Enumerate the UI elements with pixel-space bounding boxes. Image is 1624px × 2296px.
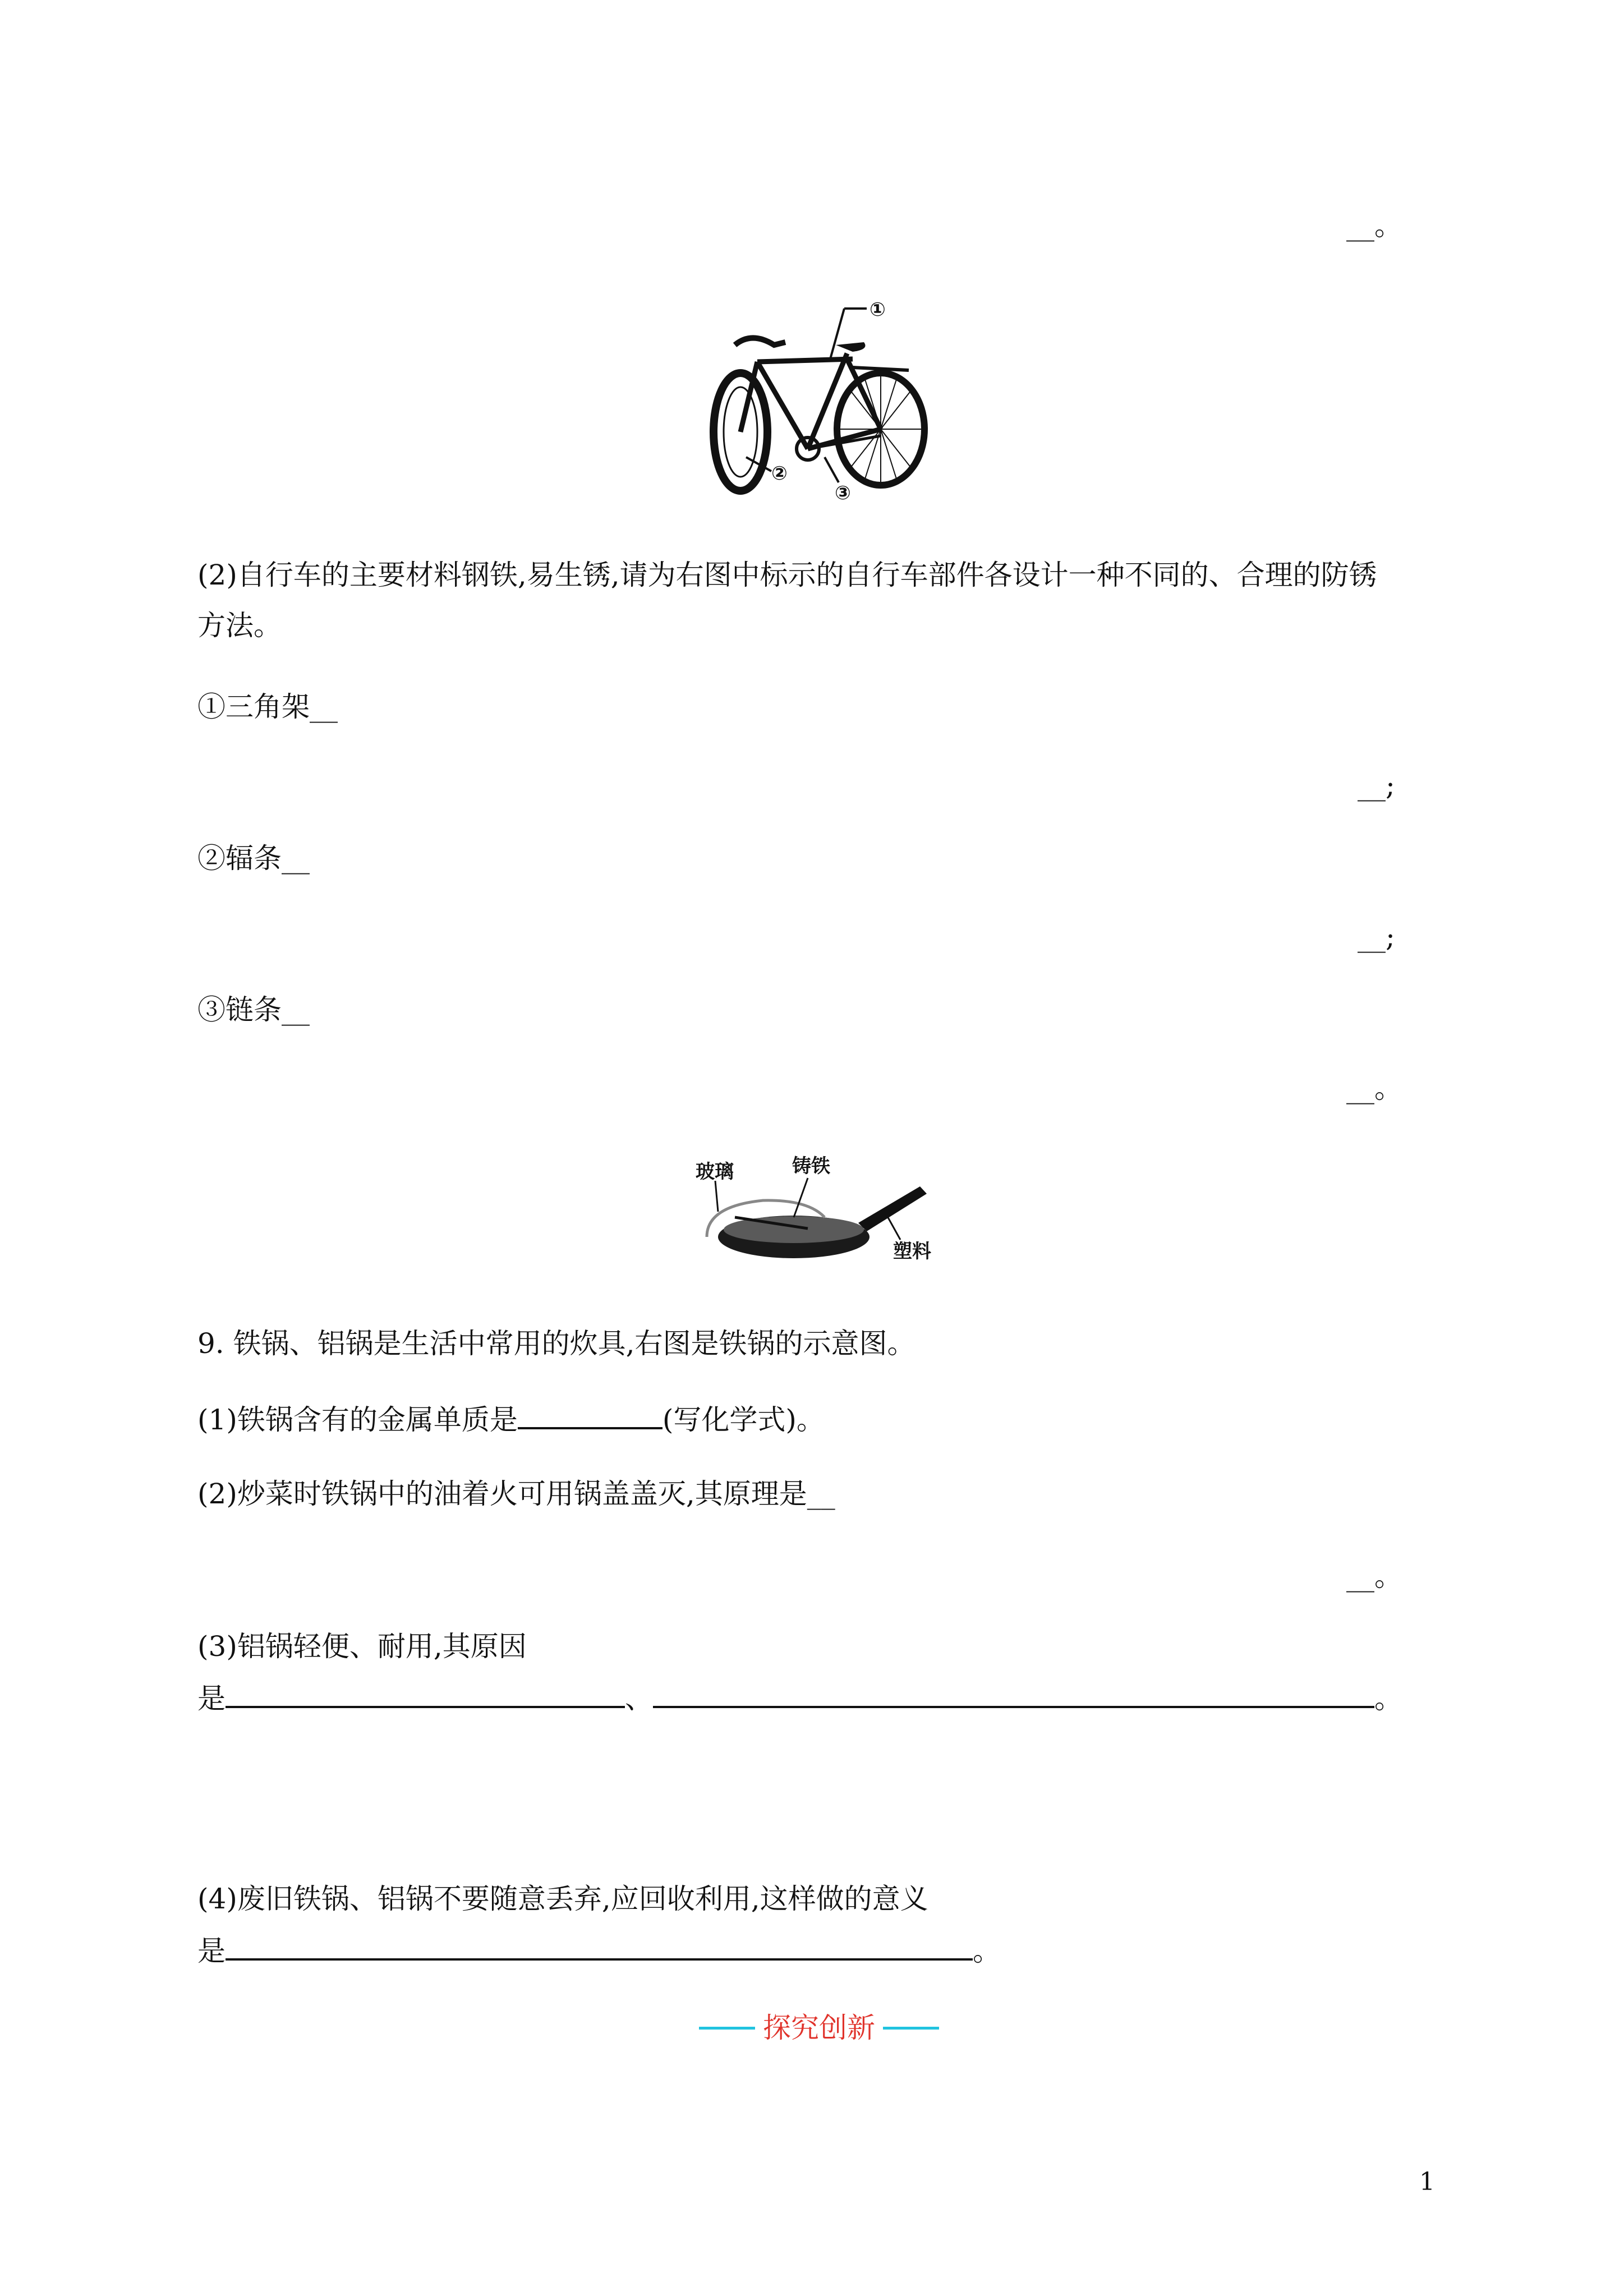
answer-blank[interactable]: [653, 1680, 1374, 1708]
item-triangle-frame: ①三角架__: [197, 691, 338, 723]
item-chain: ③链条__: [197, 993, 310, 1026]
question-9-3: (3)铝锅轻便、耐用,其原因: [197, 1630, 527, 1663]
callout-3: ③: [835, 482, 851, 502]
blank: __: [1346, 1560, 1374, 1593]
question-9-4: (4)废旧铁锅、铝锅不要随意丢弃,应回收利用,这样做的意义: [197, 1883, 928, 1915]
answer-blank[interactable]: [226, 1680, 625, 1708]
section-title: 探究创新: [763, 2012, 875, 2044]
section-rule-right: [883, 2027, 939, 2030]
section-rule-left: [699, 2027, 755, 2030]
question-9-2: (2)炒菜时铁锅中的油着火可用锅盖盖灭,其原理是__: [197, 1478, 835, 1510]
blank: __: [1346, 1072, 1374, 1105]
label-cast-iron: 铸铁: [792, 1156, 830, 1177]
pan-figure: [696, 1156, 954, 1268]
blank: __: [807, 1478, 835, 1510]
answer-blank[interactable]: [518, 1401, 663, 1429]
item-spokes: ②辐条__: [197, 842, 310, 875]
question-9-1: (1)铁锅含有的金属单质是 (写化学式)。: [197, 1401, 825, 1437]
callout-2: ②: [771, 462, 788, 485]
question-9-3-answer: 是 、 。: [197, 1680, 1402, 1715]
blank: __: [1346, 209, 1374, 242]
blank: __: [1358, 769, 1386, 802]
label-glass: 玻璃: [696, 1161, 734, 1183]
item-3-end: __。: [1346, 1072, 1402, 1105]
item-2-end: __;: [1358, 921, 1395, 953]
question-9-2-end: __。: [1346, 1560, 1402, 1593]
question-9-4-answer: 是 。: [197, 1932, 1001, 1968]
answer-line-end: __。: [1346, 209, 1402, 242]
blank: __: [310, 691, 338, 723]
question-8-2: (2)自行车的主要材料钢铁,易生锈,请为右图中标示的自行车部件各设计一种不同的、合理的防锈: [197, 559, 1377, 591]
answer-blank[interactable]: [226, 1932, 973, 1961]
item-1-end: __;: [1358, 769, 1395, 802]
blank: __: [282, 842, 310, 875]
question-8-2-continued: 方法。: [197, 609, 282, 642]
question-9: 9. 铁锅、铝锅是生活中常用的炊具,右图是铁锅的示意图。: [197, 1327, 915, 1360]
blank: __: [282, 993, 310, 1026]
label-plastic: 塑料: [893, 1240, 931, 1263]
page-number: 1: [1419, 2168, 1435, 2196]
bicycle-figure: [696, 289, 942, 502]
blank: __: [1358, 921, 1386, 953]
section-heading: [690, 2011, 948, 2045]
callout-1: ①: [869, 298, 886, 321]
